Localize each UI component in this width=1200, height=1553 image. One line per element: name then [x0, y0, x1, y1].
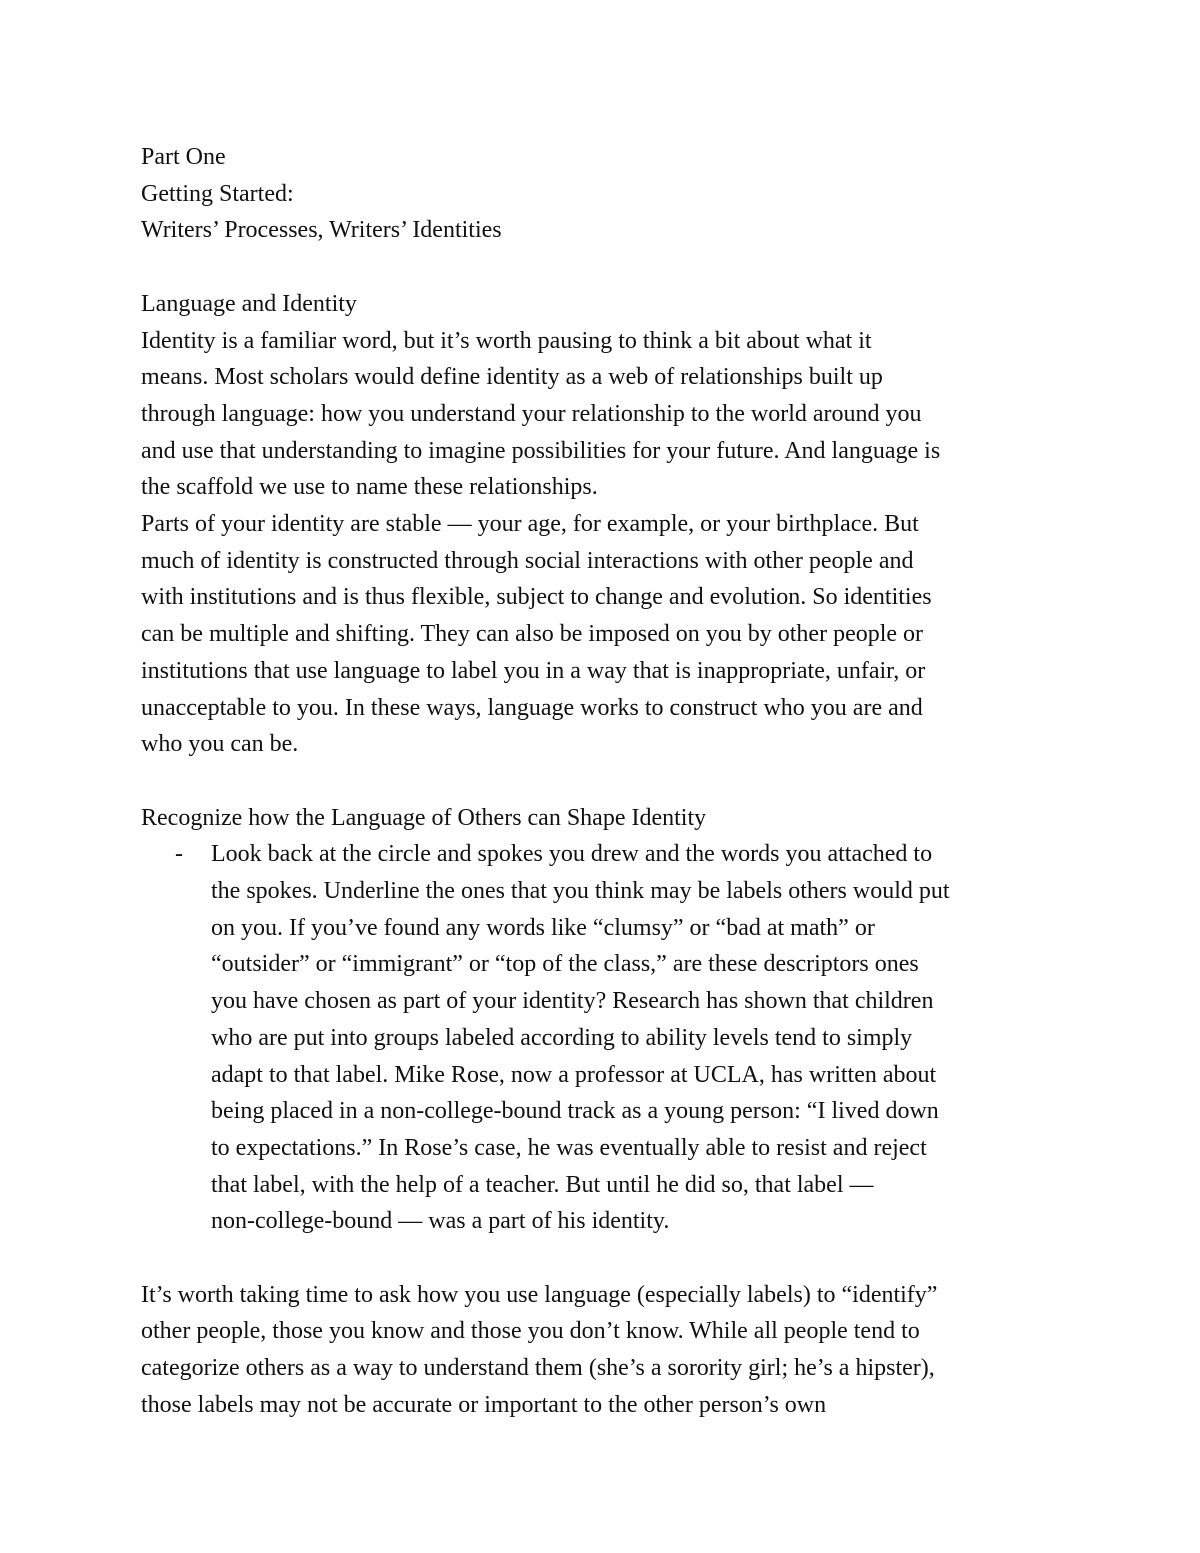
text-line: those labels may not be accurate or important to the other person’s own: [141, 1391, 827, 1418]
text-line: the spokes. Underline the ones that you think may be labels others would put: [211, 878, 950, 905]
text-line: who you can be.: [141, 731, 299, 758]
text-line: Identity is a familiar word, but it’s worth pausing to think a bit about what it: [141, 327, 872, 354]
getting-started-label: Getting Started:: [141, 180, 294, 207]
paragraph-identity-stability: [141, 506, 1071, 763]
text-line: categorize others as a way to understand them (she’s a sorority girl; he’s a hipster),: [141, 1355, 935, 1382]
spacer: [141, 249, 1071, 286]
text-line: that label, with the help of a teacher. But until he did so, that label —: [211, 1171, 874, 1198]
text-line: “outsider” or “immigrant” or “top of the class,” are these descriptors ones: [211, 951, 919, 978]
text-line: unacceptable to you. In these ways, language works to construct who you are and: [141, 694, 923, 721]
text-line: It’s worth taking time to ask how you use language (especially labels) to “identify”: [141, 1281, 938, 1308]
text-line: and use that understanding to imagine possibilities for your future. And language is: [141, 437, 941, 464]
text-line: adapt to that label. Mike Rose, now a professor at UCLA, has written about: [211, 1061, 937, 1088]
spacer: [141, 1240, 1071, 1277]
spacer: [141, 763, 1071, 800]
text-line: much of identity is constructed through social interactions with other people and: [141, 547, 914, 574]
text-line: who are put into groups labeled according to ability levels tend to simply: [211, 1024, 913, 1051]
text-line: being placed in a non-college-bound track as a young person: “I lived down: [211, 1098, 939, 1125]
section-title-language-of-others: Recognize how the Language of Others can Shape Identity: [141, 804, 707, 831]
section-title-language-identity: Language and Identity: [141, 290, 357, 317]
document-page: [141, 139, 1071, 1424]
text-line: non-college-bound — was a part of his identity.: [211, 1208, 670, 1235]
bullet-marker: -: [175, 841, 183, 868]
text-line: other people, those you know and those you don’t know. While all people tend to: [141, 1318, 920, 1345]
text-line: through language: how you understand your relationship to the world around you: [141, 400, 922, 427]
part-label: Part One: [141, 144, 226, 170]
chapter-subtitle: Writers’ Processes, Writers’ Identities: [141, 217, 502, 244]
text-line: Look back at the circle and spokes you drew and the words you attached to: [211, 841, 933, 868]
text-line: Parts of your identity are stable — your age, for example, or your birthplace. But: [141, 511, 919, 538]
paragraph-labeling-others: [141, 1277, 1071, 1424]
text-line: on you. If you’ve found any words like “clumsy” or “bad at math” or: [211, 914, 875, 941]
text-line: institutions that use language to label you in a way that is inappropriate, unfair, or: [141, 657, 926, 684]
text-line: the scaffold we use to name these relationships.: [141, 474, 598, 501]
text-line: can be multiple and shifting. They can also be imposed on you by other people or: [141, 621, 924, 648]
text-line: to expectations.” In Rose’s case, he was eventually able to resist and reject: [211, 1134, 927, 1161]
text-line: means. Most scholars would define identity as a web of relationships built up: [141, 364, 883, 391]
bullet-item: [141, 836, 1071, 1240]
paragraph-identity-definition: [141, 323, 1071, 507]
text-line: with institutions and is thus flexible, subject to change and evolution. So identities: [141, 584, 932, 611]
text-line: you have chosen as part of your identity? Research has shown that children: [211, 988, 934, 1015]
